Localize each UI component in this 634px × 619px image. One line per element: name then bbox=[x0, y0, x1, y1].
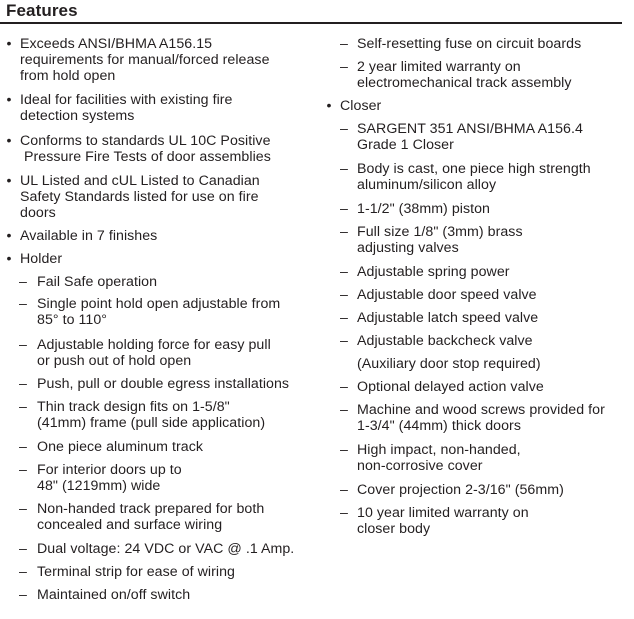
feature-text-line: electromechanical track assembly bbox=[357, 75, 572, 92]
feature-text-line: High impact, non-handed, bbox=[357, 442, 521, 458]
dash-bullet-icon: – bbox=[340, 379, 348, 395]
feature-text-line: Push, pull or double egress installations bbox=[37, 376, 290, 392]
dash-bullet-icon: – bbox=[19, 439, 27, 455]
dash-bullet-icon: – bbox=[19, 564, 27, 580]
feature-text-line: Full size 1/8" (3mm) brass bbox=[357, 224, 523, 240]
bullet-dot-icon: • bbox=[6, 92, 12, 108]
feature-text-line: from hold open bbox=[20, 68, 116, 85]
bullet-dot-icon: • bbox=[6, 36, 12, 52]
bullet-dot-icon: • bbox=[326, 98, 332, 114]
page-title: Features bbox=[6, 1, 78, 20]
feature-text-line: One piece aluminum track bbox=[37, 439, 204, 455]
dash-bullet-icon: – bbox=[340, 287, 348, 303]
feature-text-line: SARGENT 351 ANSI/BHMA A156.4 bbox=[357, 121, 583, 137]
feature-text-line: 2 year limited warranty on bbox=[357, 59, 521, 75]
dash-bullet-icon: – bbox=[340, 402, 348, 418]
feature-text-line: Pressure Fire Tests of door assemblies bbox=[20, 149, 271, 166]
dash-bullet-icon: – bbox=[19, 376, 27, 392]
feature-text-line: Non-handed track prepared for both bbox=[37, 501, 265, 517]
feature-text-line: Exceeds ANSI/BHMA A156.15 bbox=[20, 36, 213, 52]
feature-text-line: 1-3/4" (44mm) thick doors bbox=[357, 418, 521, 435]
feature-text-line: 85° to 110° bbox=[37, 312, 108, 329]
bullet-dot-icon: • bbox=[6, 228, 12, 244]
feature-text-line: Adjustable holding force for easy pull bbox=[37, 337, 271, 353]
feature-text-line: Maintained on/off switch bbox=[37, 587, 191, 603]
feature-text-line: Available in 7 finishes bbox=[20, 228, 158, 244]
feature-text-line: Holder bbox=[20, 251, 63, 267]
dash-bullet-icon: – bbox=[19, 399, 27, 415]
dash-bullet-icon: – bbox=[340, 224, 348, 240]
dash-bullet-icon: – bbox=[340, 36, 348, 52]
feature-text-line: Adjustable door speed valve bbox=[357, 287, 537, 303]
feature-text-line: Cover projection 2-3/16" (56mm) bbox=[357, 482, 564, 498]
feature-text-line: Closer bbox=[340, 98, 382, 114]
feature-text-line: doors bbox=[20, 205, 56, 222]
dash-bullet-icon: – bbox=[340, 121, 348, 137]
dash-bullet-icon: – bbox=[340, 505, 348, 521]
dash-bullet-icon: – bbox=[19, 541, 27, 557]
feature-text-line: (41mm) frame (pull side application) bbox=[37, 415, 266, 432]
feature-text-line: adjusting valves bbox=[357, 240, 459, 257]
feature-text-line: concealed and surface wiring bbox=[37, 517, 223, 534]
dash-bullet-icon: – bbox=[340, 201, 348, 217]
feature-text-line: Adjustable backcheck valve bbox=[357, 333, 533, 349]
dash-bullet-icon: – bbox=[19, 587, 27, 603]
dash-bullet-icon: – bbox=[340, 161, 348, 177]
feature-text-line: Body is cast, one piece high strength bbox=[357, 161, 591, 177]
dash-bullet-icon: – bbox=[19, 501, 27, 517]
feature-text-line: or push out of hold open bbox=[37, 353, 192, 370]
feature-text-line: 48" (1219mm) wide bbox=[37, 478, 161, 495]
feature-text-line: Optional delayed action valve bbox=[357, 379, 544, 395]
feature-text-line: Ideal for facilities with existing fire bbox=[20, 92, 233, 108]
feature-text-line: Thin track design fits on 1-5/8" bbox=[37, 399, 230, 415]
dash-bullet-icon: – bbox=[340, 442, 348, 458]
feature-text-line: Safety Standards listed for use on fire bbox=[20, 189, 259, 206]
dash-bullet-icon: – bbox=[19, 462, 27, 478]
feature-text-line: requirements for manual/forced release bbox=[20, 52, 270, 69]
feature-text-line: 1-1/2" (38mm) piston bbox=[357, 201, 490, 217]
feature-text-line: Terminal strip for ease of wiring bbox=[37, 564, 235, 580]
feature-text-line: For interior doors up to bbox=[37, 462, 182, 478]
bullet-dot-icon: • bbox=[6, 251, 12, 267]
dash-bullet-icon: – bbox=[19, 337, 27, 353]
feature-text-line: closer body bbox=[357, 521, 431, 538]
dash-bullet-icon: – bbox=[19, 296, 27, 312]
feature-text-line: aluminum/silicon alloy bbox=[357, 177, 497, 194]
feature-text-line: Conforms to standards UL 10C Positive bbox=[20, 133, 271, 149]
bullet-dot-icon: • bbox=[6, 173, 12, 189]
feature-text-line: non-corrosive cover bbox=[357, 458, 483, 475]
feature-text-line: Grade 1 Closer bbox=[357, 137, 454, 154]
feature-text-line: Single point hold open adjustable from bbox=[37, 296, 281, 312]
dash-bullet-icon: – bbox=[340, 59, 348, 75]
feature-text-line: UL Listed and cUL Listed to Canadian bbox=[20, 173, 260, 189]
feature-text-line: detection systems bbox=[20, 108, 135, 125]
dash-bullet-icon: – bbox=[340, 310, 348, 326]
feature-text-line: Adjustable spring power bbox=[357, 264, 510, 280]
feature-text-line: (Auxiliary door stop required) bbox=[357, 356, 541, 372]
feature-text-line: Machine and wood screws provided for bbox=[357, 402, 605, 418]
feature-text-line: Fail Safe operation bbox=[37, 274, 158, 290]
dash-bullet-icon: – bbox=[340, 264, 348, 280]
feature-text-line: Dual voltage: 24 VDC or VAC @ .1 Amp. bbox=[37, 541, 295, 557]
feature-text-line: Self-resetting fuse on circuit boards bbox=[357, 36, 582, 52]
dash-bullet-icon: – bbox=[340, 333, 348, 349]
title-divider bbox=[0, 22, 622, 24]
dash-bullet-icon: – bbox=[19, 274, 27, 290]
feature-text-line: 10 year limited warranty on bbox=[357, 505, 529, 521]
bullet-dot-icon: • bbox=[6, 133, 12, 149]
feature-text-line: Adjustable latch speed valve bbox=[357, 310, 539, 326]
dash-bullet-icon: – bbox=[340, 482, 348, 498]
